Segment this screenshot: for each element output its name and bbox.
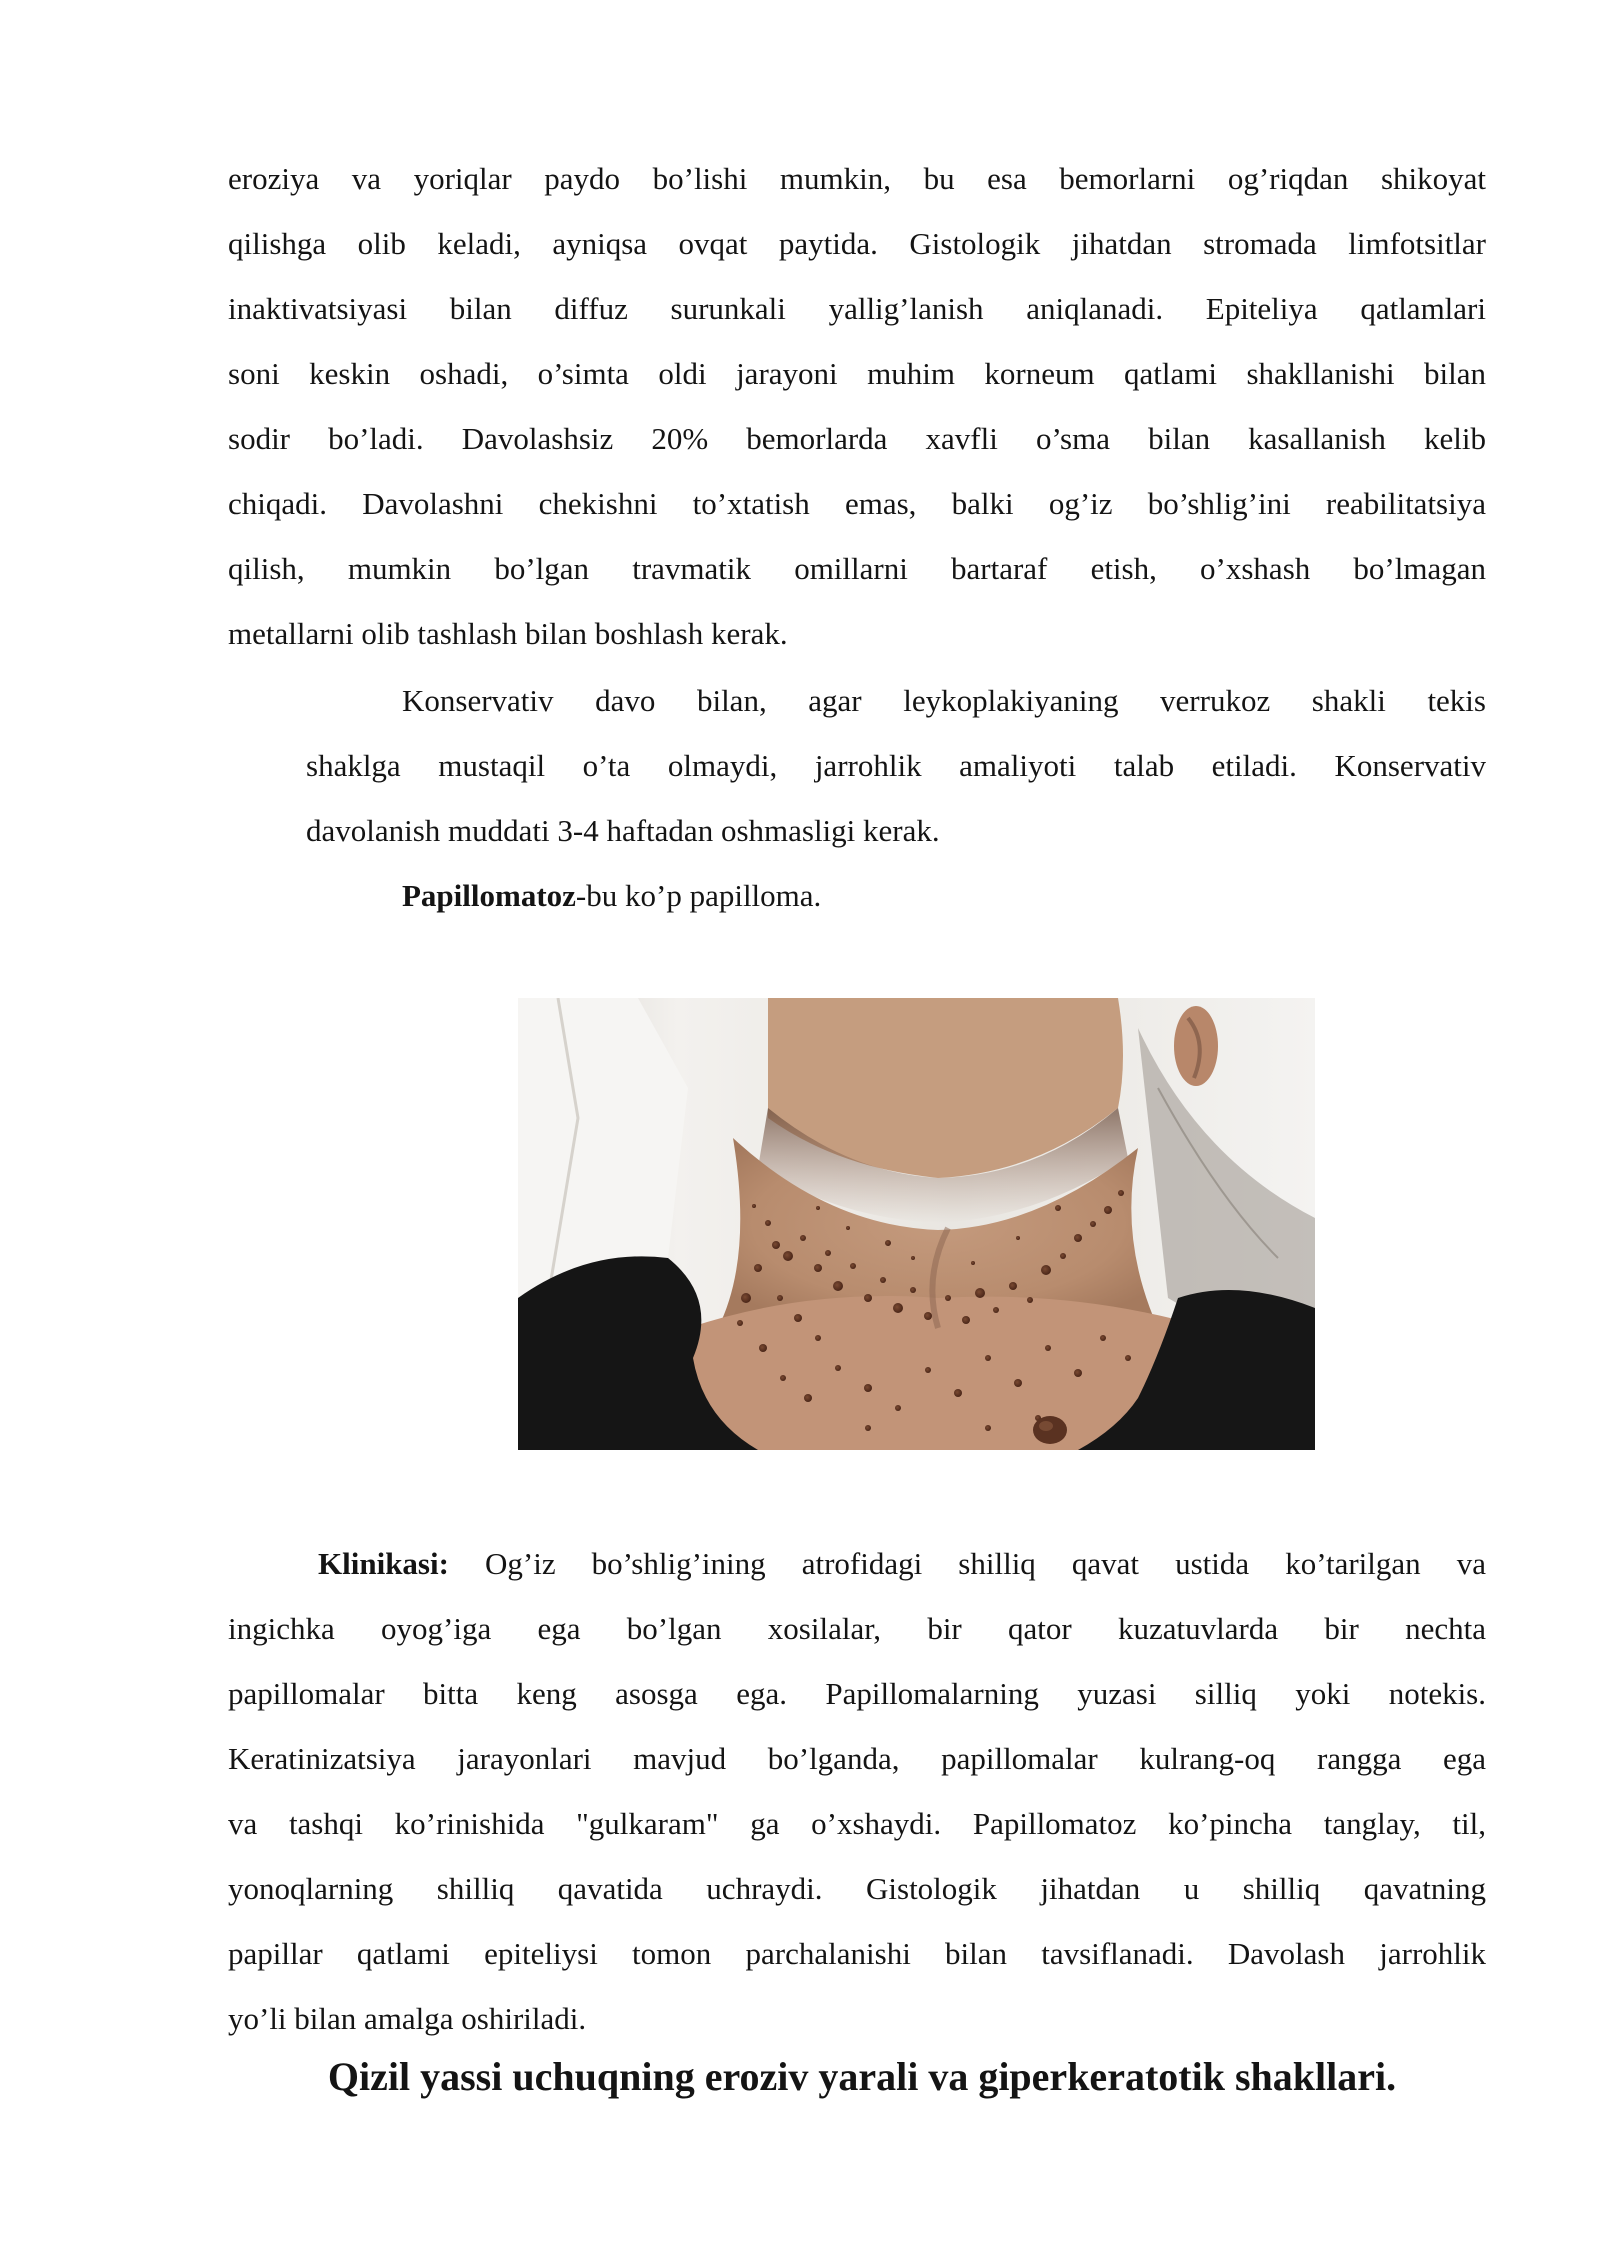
text-line: Konservativ davo bilan, agar leykoplakiyaning verrukoz shakli tekis [402, 683, 1486, 718]
text-line-rest: Og’iz bo’shlig’ining atrofidagi shilliq qavat ustida ko’tarilgan va [448, 1546, 1486, 1581]
text-line: eroziya va yoriqlar paydo bo’lishi mumkin, bu esa bemorlarni og’riqdan shikoyat [228, 161, 1486, 196]
section-heading: Qizil yassi uchuqning eroziv yarali va giperkeratotik shakllari. [327, 2054, 1397, 2099]
paragraph-clinical-features [228, 1531, 1486, 2051]
paragraph-conservative-treatment [306, 668, 1486, 863]
text-line: chiqadi. Davolashni chekishni to’xtatish emas, balki og’iz bo’shlig’ini reabilitatsiya [228, 486, 1486, 521]
paragraph-papillomatosis-definition [402, 863, 1486, 928]
text-line: yo’li bilan amalga oshiriladi. [228, 2001, 587, 2036]
text-line: ingichka oyog’iga ega bo’lgan xosilalar, bir qator kuzatuvlarda bir nechta [228, 1611, 1486, 1646]
text-line: papillomalar bitta keng asosga ega. Papillomalarning yuzasi silliq yoki notekis. [228, 1676, 1486, 1711]
text-line: qilish, mumkin bo’lgan travmatik omillarni bartaraf etish, o’xshash bo’lmagan [228, 551, 1486, 586]
text-line [228, 1531, 1486, 1596]
text-line: yonoqlarning shilliq qavatida uchraydi. Gistologik jihatdan u shilliq qavatning [228, 1871, 1486, 1906]
paragraph-leukoplakia-continuation [228, 146, 1486, 666]
label-klinikasi: Klinikasi: [318, 1546, 449, 1581]
text-line: shaklga mustaqil o’ta olmaydi, jarrohlik amaliyoti talab etiladi. Konservativ [306, 748, 1486, 783]
neck-papillomas-photo [518, 998, 1315, 1450]
text-line: qilishga olib keladi, ayniqsa ovqat paytida. Gistologik jihatdan stromada limfotsitlar [228, 226, 1486, 261]
text-line: sodir bo’ladi. Davolashsiz 20% bemorlarda xavfli o’sma bilan kasallanish kelib [228, 421, 1486, 456]
term-papillomatoz: Papillomatoz [402, 878, 576, 913]
text-line: soni keskin oshadi, o’simta oldi jarayoni muhim korneum qatlami shakllanishi bilan [228, 356, 1486, 391]
text-line [402, 863, 1486, 928]
definition-text: -bu ko’p papilloma. [575, 878, 822, 913]
text-line: metallarni olib tashlash bilan boshlash kerak. [228, 616, 788, 651]
text-line: va tashqi ko’rinishida "gulkaram" ga o’xshaydi. Papillomatoz ko’pincha tanglay, til, [228, 1806, 1486, 1841]
text-line: inaktivatsiyasi bilan diffuz surunkali yallig’lanish aniqlanadi. Epiteliya qatlamlari [228, 291, 1486, 326]
text-line: davolanish muddati 3-4 haftadan oshmasligi kerak. [306, 813, 940, 848]
text-line: Keratinizatsiya jarayonlari mavjud bo’lganda, papillomalar kulrang-oq rangga ega [228, 1741, 1486, 1776]
text-line: papillar qatlami epiteliysi tomon parchalanishi bilan tavsiflanadi. Davolash jarrohlik [228, 1936, 1486, 1971]
